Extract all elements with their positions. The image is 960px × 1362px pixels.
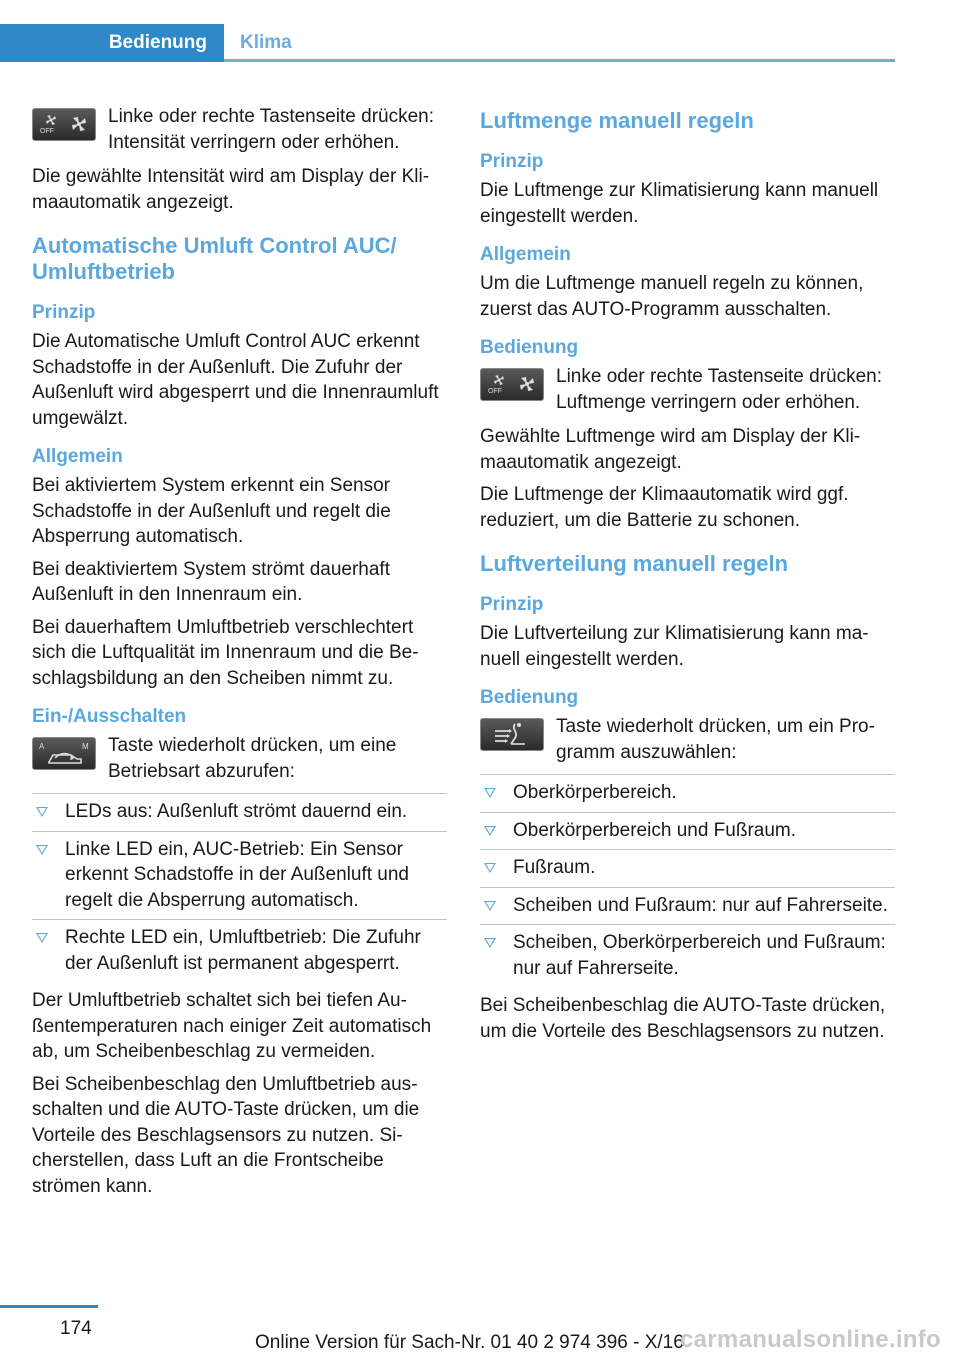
auc-button-icon	[32, 737, 96, 770]
triangle-bullet-icon	[484, 938, 496, 948]
list-item: Scheiben und Fußraum: nur auf Fahrerseite.	[480, 887, 895, 925]
heading-bedienung-verteilung: Bedienung	[480, 687, 579, 708]
heading-allgemein-luftmenge: Allgemein	[480, 244, 571, 265]
auc-button-para	[32, 733, 447, 784]
triangle-bullet-icon	[484, 863, 496, 873]
tab-klima[interactable]: Klima	[240, 32, 292, 53]
auc-allgemein-text-2: Bei deaktiviertem System strömt dauerhaft Außenluft in den Innenraum ein.	[32, 558, 390, 605]
list-item: Scheiben, Oberkörperbereich und Fußraum: nur auf Fahrerseite.	[480, 924, 895, 987]
luftmenge-allgemein-text: Um die Luftmenge manuell regeln zu können, zuerst das AUTO-Programm ausschalten.	[480, 273, 864, 320]
umluft-after-text-2: Bei Scheibenbeschlag den Umluftbetrieb ausschalten und die AUTO-Taste drücken, um die Vorteile des Beschlagsensors zu nutzen. Sicherstellen, dass Luft an die Frontscheibe strömen kann.	[32, 1073, 420, 1197]
header-tabbar	[0, 24, 895, 62]
luftmenge-display-text: Gewählte Luftmenge wird am Display der Klimaautomatik angezeigt.	[480, 426, 861, 473]
list-item: Rechte LED ein, Umluftbetrieb: Die Zufuhr der Außenluft ist permanent abgesperrt.	[32, 919, 447, 982]
heading-prinzip-verteilung: Prinzip	[480, 594, 544, 615]
auc-mode-list	[32, 793, 447, 982]
verteilung-end-text: Bei Scheibenbeschlag die AUTO-Taste drücken, um die Vorteile des Beschlagsensors zu nutzen.	[480, 995, 886, 1042]
triangle-bullet-icon	[36, 933, 48, 943]
air-distribution-button-icon	[480, 718, 544, 751]
auc-button-text: Taste wiederholt drücken, um eine Betriebsart abzurufen:	[108, 735, 397, 782]
heading-auc: Automatische Umluft Control AUC/ Umluftbetrieb	[32, 233, 397, 284]
luftmenge-battery-text: Die Luftmenge der Klimaautomatik wird ggf. reduziert, um die Batterie zu schonen.	[480, 484, 849, 531]
luftmenge-button-text: Linke oder rechte Tastenseite drücken: Luftmenge verringern oder erhöhen.	[556, 366, 883, 413]
triangle-bullet-icon	[484, 788, 496, 798]
heading-allgemein: Allgemein	[32, 446, 123, 467]
svg-text:OFF: OFF	[488, 388, 502, 395]
list-item: Oberkörperbereich.	[480, 774, 895, 812]
triangle-bullet-icon	[36, 807, 48, 817]
luftmenge-prinzip-text: Die Luftmenge zur Klimatisierung kann manuell eingestellt werden.	[480, 180, 879, 227]
heading-prinzip: Prinzip	[32, 302, 96, 323]
verteilung-prinzip-text: Die Luftverteilung zur Klimatisierung kann manuell eingestellt werden.	[480, 623, 869, 670]
page-number: 174	[60, 1318, 92, 1339]
list-item: Linke LED ein, AUC-Betrieb: Ein Sensor erkennt Schadstoffe in der Außenluft und regelt die Absperrung automatisch.	[32, 831, 447, 920]
right-column	[480, 104, 895, 1051]
heading-ein-aus: Ein-/Ausschalten	[32, 706, 187, 727]
svg-text:A: A	[39, 742, 45, 751]
fan-intensity-text: Linke oder rechte Tastenseite drücken: Intensität verringern oder erhöhen.	[108, 106, 435, 153]
verteilung-program-list	[480, 774, 895, 987]
triangle-bullet-icon	[484, 901, 496, 911]
luftmenge-button-para	[480, 364, 895, 415]
auc-prinzip-text: Die Automatische Umluft Control AUC erkennt Schadstoffe in der Außenluft. Die Zufuhr der Außenluft wird abgesperrt und die Innenraumluft umgewälzt.	[32, 331, 439, 429]
verteilung-button-para	[480, 714, 895, 765]
left-column	[32, 104, 447, 1206]
footer-line	[0, 1305, 98, 1308]
online-version-text: Online Version für Sach-Nr. 01 40 2 974 396 - X/16	[255, 1332, 684, 1353]
list-item: Oberkörperbereich und Fußraum.	[480, 812, 895, 850]
tab-underline	[224, 59, 895, 62]
umluft-after-text-1: Der Umluftbetrieb schaltet sich bei tiefen Außentemperaturen nach einiger Zeit automatisch ab, um Scheibenbeschlag zu vermeiden.	[32, 990, 432, 1062]
heading-prinzip-luftmenge: Prinzip	[480, 151, 544, 172]
intensity-display-text: Die gewählte Intensität wird am Display der Klimaautomatik angezeigt.	[32, 166, 430, 213]
svg-text:M: M	[82, 742, 89, 751]
list-item: Fußraum.	[480, 849, 895, 887]
auc-allgemein-text-3: Bei dauerhaftem Umluftbetrieb verschlechtert sich die Luftqualität im Innenraum und die Beschlagsbildung an den Scheiben nimmt zu.	[32, 616, 419, 689]
heading-luftverteilung: Luftverteilung manuell regeln	[480, 551, 789, 576]
list-item: LEDs aus: Außenluft strömt dauernd ein.	[32, 793, 447, 831]
fan-off-button-icon	[480, 368, 544, 401]
watermark-logo: carmanualsonline.info	[680, 1326, 942, 1353]
triangle-bullet-icon	[36, 845, 48, 855]
svg-text:OFF: OFF	[40, 128, 54, 135]
heading-bedienung-luftmenge: Bedienung	[480, 337, 579, 358]
verteilung-button-text: Taste wiederholt drücken, um ein Programm auszuwählen:	[556, 716, 875, 763]
heading-luftmenge: Luftmenge manuell regeln	[480, 108, 754, 133]
tab-bedienung[interactable]: Bedienung	[0, 24, 224, 62]
fan-off-button-icon	[32, 108, 96, 141]
fan-intensity-para	[32, 104, 447, 155]
triangle-bullet-icon	[484, 826, 496, 836]
auc-allgemein-text-1: Bei aktiviertem System erkennt ein Sensor Schadstoffe in der Außenluft und regelt die Absperrung automatisch.	[32, 475, 391, 547]
